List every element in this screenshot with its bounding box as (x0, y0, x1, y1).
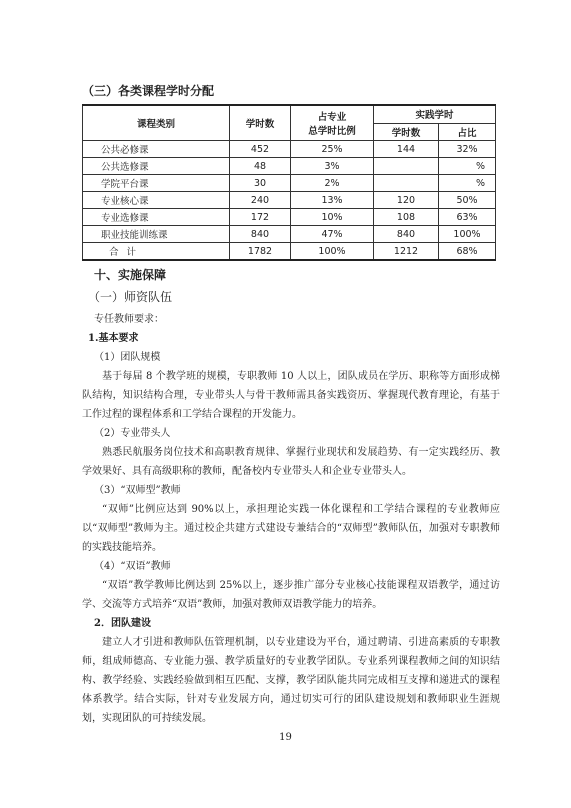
header-ratio-line1: 占专业 (317, 112, 347, 123)
cell-type: 公共必修课 (83, 141, 230, 158)
header-practice-ratio: 占比 (439, 123, 496, 141)
cell-practice-ratio: % (439, 158, 496, 175)
cell-type: 合计 (83, 243, 230, 261)
cell-practice-hours (374, 175, 439, 192)
table-row (83, 209, 496, 226)
item4-text: “双语”教学教师比例达到 25%以上，逐步推广部分专业核心技能课程双语教学，通过访学、交流等方式培养“双语”教师，加强对教师双语教学能力的培养。 (82, 580, 500, 610)
cell-hours: 1782 (230, 243, 291, 261)
chapter-heading: 十、实施保障 (94, 268, 167, 282)
item2-text: 熟悉民航服务岗位技术和高职教育规律、掌握行业现状和发展趋势、有一定实践经历、教学效果好、具有高级职称的教师，配备校内专业带头人和企业专业带头人。 (82, 447, 500, 477)
cell-hours: 240 (230, 192, 291, 209)
cell-type: 公共选修课 (83, 158, 230, 175)
cell-practice-ratio: 63% (439, 209, 496, 226)
basic-requirements-heading: 1.基本要求 (88, 333, 139, 344)
item4-title: （4）“双语”教师 (94, 561, 171, 572)
table-row (83, 226, 496, 243)
cell-hours: 840 (230, 226, 291, 243)
cell-hours: 172 (230, 209, 291, 226)
page-number: 19 (279, 732, 292, 743)
table-row (83, 141, 496, 158)
cell-practice-hours (374, 158, 439, 175)
section-heading: （三）各类课程学时分配 (82, 84, 215, 98)
cell-practice-ratio: 68% (439, 243, 496, 261)
cell-practice-ratio: 100% (439, 226, 496, 243)
table-row (83, 192, 496, 209)
cell-ratio: 13% (291, 192, 374, 209)
header-ratio-line2: 总学时比例 (308, 126, 356, 137)
item3-text: “双师”比例应达到 90%以上，承担理论实践一体化课程和工学结合课程的专业教师应以“双师型”教师为主。通过校企共建方式建设专兼结合的“双师型”教师队伍，加强对专职教师的实践技能培养。 (82, 504, 500, 553)
cell-practice-ratio: 50% (439, 192, 496, 209)
cell-ratio: 47% (291, 226, 374, 243)
item1-title: （1）团队规模 (94, 352, 161, 363)
cell-practice-hours: 108 (374, 209, 439, 226)
cell-hours: 30 (230, 175, 291, 192)
course-hours-table (82, 104, 496, 261)
team-heading: （一）师资队伍 (88, 290, 173, 304)
cell-ratio: 10% (291, 209, 374, 226)
cell-ratio: 100% (291, 243, 374, 261)
cell-type: 职业技能训练课 (83, 226, 230, 243)
fulltime-label: 专任教师要求： (94, 314, 164, 325)
cell-type: 专业核心课 (83, 192, 230, 209)
cell-ratio: 25% (291, 141, 374, 158)
header-course-type: 课程类别 (83, 105, 230, 141)
item3-title: （3）“双师型”教师 (94, 485, 181, 496)
table-row (83, 175, 496, 192)
team-building-heading: 2．团队建设 (94, 618, 151, 629)
cell-ratio: 2% (291, 175, 374, 192)
cell-ratio: 3% (291, 158, 374, 175)
item2-title: （2）专业带头人 (94, 428, 171, 439)
cell-hours: 452 (230, 141, 291, 158)
cell-practice-hours: 120 (374, 192, 439, 209)
team-building-text: 建立人才引进和教师队伍管理机制，以专业建设为平台，通过聘请、引进高素质的专职教师，组成师德高、专业能力强、教学质量好的专业教学团队。专业系列课程教师之间的知识结构、教学经验、实践经验做到相互匹配、支撑，教学团队能共同完成相互支撑和递进式的课程体系教学。结合实际，针对专业发展方向，通过切实可行的团队建设规划和教师职业生涯规划，实现团队的可持续发展。 (82, 637, 500, 724)
item1-text: 基于每届 8 个教学班的规模，专职教师 10 人以上，团队成员在学历、职称等方面形成梯队结构，知识结构合理，专业带头人与骨干教师需具备实践资历、掌握现代教育理论，有基于工作过程的课程体系和工学结合课程的开发能力。 (82, 371, 500, 420)
cell-type: 学院平台课 (83, 175, 230, 192)
table-row (83, 158, 496, 175)
cell-practice-hours: 840 (374, 226, 439, 243)
header-ratio (291, 105, 374, 141)
cell-practice-ratio: % (439, 175, 496, 192)
cell-hours: 48 (230, 158, 291, 175)
cell-type: 专业选修课 (83, 209, 230, 226)
cell-practice-hours: 144 (374, 141, 439, 158)
header-practice-hours: 学时数 (374, 123, 439, 141)
cell-practice-hours: 1212 (374, 243, 439, 261)
header-practice: 实践学时 (374, 105, 496, 123)
cell-practice-ratio: 32% (439, 141, 496, 158)
table-row-total (83, 243, 496, 261)
header-hours: 学时数 (230, 105, 291, 141)
